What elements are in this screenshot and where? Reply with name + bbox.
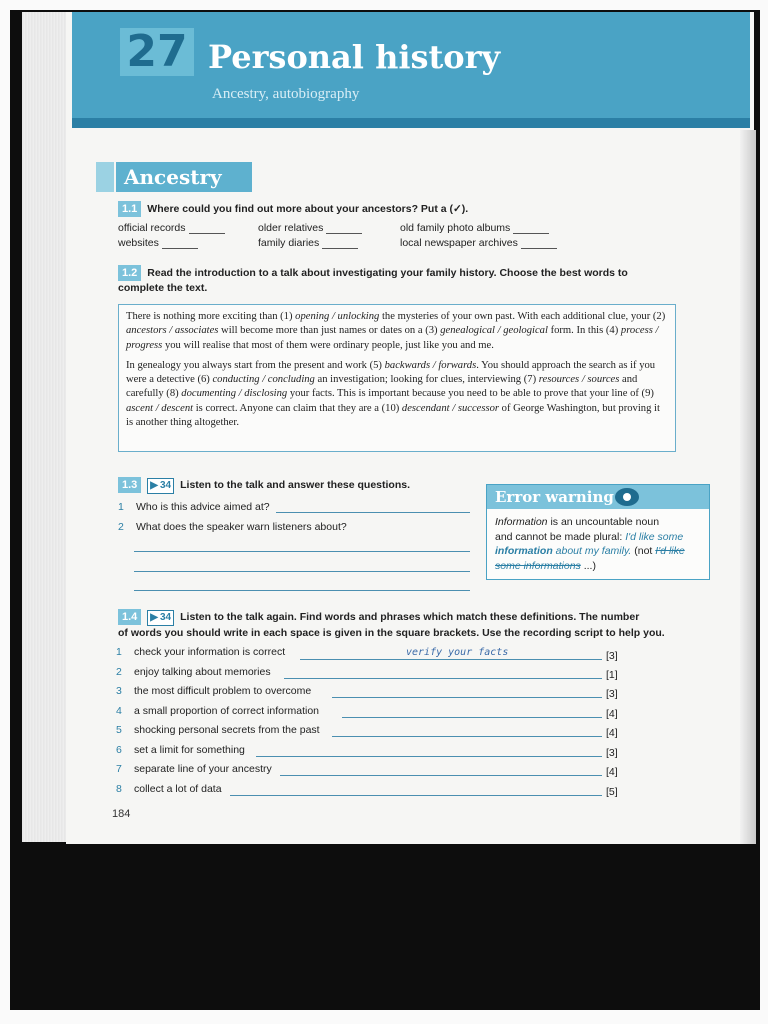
definition-6: 6 set a limit for something xyxy=(116,744,245,756)
question-2: 2 What does the speaker warn listeners about? xyxy=(118,521,347,533)
definition-7: 7 separate line of your ancestry xyxy=(116,763,272,775)
answer-blank[interactable] xyxy=(521,239,557,249)
audio-track-badge[interactable]: ▶ 34 xyxy=(147,610,174,626)
word-count: [4] xyxy=(606,727,618,739)
book-page-edges xyxy=(22,12,72,842)
definition-8: 8 collect a lot of data xyxy=(116,783,222,795)
exercise-number: 1.2 xyxy=(118,265,141,281)
unit-number: 27 xyxy=(120,28,194,76)
answer-line[interactable] xyxy=(342,717,602,718)
scan-border-bottom xyxy=(0,1010,768,1024)
scan-border-top xyxy=(0,0,768,10)
answer-line[interactable] xyxy=(134,590,470,591)
answer-line[interactable] xyxy=(134,551,470,552)
exercise-number: 1.3 xyxy=(118,477,141,493)
word-count: [5] xyxy=(606,786,618,798)
reading-text-box xyxy=(118,304,676,452)
scan-border-right xyxy=(760,0,768,1024)
word-count: [4] xyxy=(606,766,618,778)
unit-header-stripe xyxy=(72,118,750,128)
option-local-newspaper-archives: local newspaper archives xyxy=(400,237,557,249)
exercise-instruction: Listen to the talk and answer these questions. xyxy=(180,479,411,491)
exercise-instruction: Listen to the talk again. Find words and phrases which match these definitions. The number xyxy=(180,611,640,623)
answer-line[interactable] xyxy=(280,775,602,776)
definition-2: 2 enjoy talking about memories xyxy=(116,666,271,678)
answer-line[interactable] xyxy=(284,678,602,679)
exercise-instruction-cont: of words you should write in each space is given in the square brackets. Use the recording script to help you. xyxy=(118,627,665,639)
exercise-number: 1.1 xyxy=(118,201,141,217)
play-icon: ▶ xyxy=(150,480,158,491)
answer-line[interactable] xyxy=(332,736,602,737)
answer-blank[interactable] xyxy=(322,239,358,249)
choice-1[interactable]: opening / unlocking xyxy=(295,311,380,322)
audio-track-badge[interactable]: ▶ 34 xyxy=(147,478,174,494)
option-family-diaries: family diaries xyxy=(258,237,358,249)
section-title: Ancestry xyxy=(116,162,252,192)
answer-blank[interactable] xyxy=(189,224,225,234)
definition-4: 4 a small proportion of correct information xyxy=(116,705,319,717)
word-count: [3] xyxy=(606,747,618,759)
word-count: [3] xyxy=(606,688,618,700)
exercise-instruction: Where could you find out more about your ancestors? Put a (✓). xyxy=(147,203,469,215)
choice-8[interactable]: documenting / disclosing xyxy=(181,388,288,400)
definition-5: 5 shocking personal secrets from the past xyxy=(116,724,320,736)
scan-border-left xyxy=(0,0,10,1024)
choice-3[interactable]: genealogical / geological xyxy=(440,325,548,337)
handwritten-answer: verify your facts xyxy=(406,647,509,658)
choice-2[interactable]: ancestors / associates xyxy=(126,325,219,337)
answer-line[interactable] xyxy=(332,697,602,698)
exercise-1-3-heading xyxy=(118,477,410,494)
section-marker xyxy=(96,162,114,192)
exercise-1-1-heading xyxy=(118,201,468,217)
option-older-relatives: older relatives xyxy=(258,222,362,234)
answer-line[interactable] xyxy=(300,659,602,660)
exercise-instruction: Read the introduction to a talk about investigating your family history. Choose the best words to xyxy=(147,267,628,279)
exercise-1-4-heading xyxy=(118,609,688,640)
word-count: [1] xyxy=(606,669,618,681)
page-number: 184 xyxy=(112,808,131,820)
answer-line[interactable] xyxy=(134,571,470,572)
play-icon: ▶ xyxy=(150,612,158,623)
definition-1: 1 check your information is correct xyxy=(116,646,286,658)
exercise-1-2-heading xyxy=(118,265,678,295)
exercise-number: 1.4 xyxy=(118,609,141,625)
answer-blank[interactable] xyxy=(162,239,198,249)
choice-9[interactable]: ascent / descent xyxy=(126,402,194,414)
option-old-family-photo-albums: old family photo albums xyxy=(400,222,549,234)
word-count: [4] xyxy=(606,708,618,720)
answer-blank[interactable] xyxy=(513,224,549,234)
choice-10[interactable]: descendant / successor xyxy=(401,402,500,414)
exercise-instruction-cont: complete the text. xyxy=(118,282,208,294)
word-count: [3] xyxy=(606,650,618,662)
option-official-records: official records xyxy=(118,222,225,234)
answer-line[interactable] xyxy=(276,512,470,513)
option-websites: websites xyxy=(118,237,198,249)
choice-4[interactable]: process / progress xyxy=(126,325,659,351)
eye-icon xyxy=(615,488,639,506)
choice-5[interactable]: backwards / forwards xyxy=(384,359,477,371)
choice-7[interactable]: resources / sources xyxy=(538,374,620,386)
answer-line[interactable] xyxy=(230,795,602,796)
error-warning-title: Error warning xyxy=(487,485,709,509)
answer-line[interactable] xyxy=(256,756,602,757)
paragraph-1: There is nothing more exciting than (1) opening / unlocking the mysteries of your own past. With each additional clue, your (2) ancestors / associates will become more than just names or dates on a (3) genealogical / geological form. In this (4) process / progress you will realise that most of them were ordinary people, just like you and me. xyxy=(126,311,666,351)
choice-6[interactable]: conducting / concluding xyxy=(212,374,315,386)
paragraph-2: In genealogy you always start from the present and work (5) backwards / forwards. You should approach the search as if you were a detective (6) conducting / concluding an investigation; looking for clues, interviewing (7) resources / sources and carefully (8) documenting / disclosing your facts. This is important because you need to be able to prove that your line of (9) ascent / descent is correct. Anyone can claim that they are a (10) descendant / successor of George Washington, but proving it is another thing altogether. xyxy=(126,359,660,429)
unit-title: Personal history xyxy=(208,38,501,76)
error-warning-box xyxy=(486,484,710,580)
page-gutter-shadow xyxy=(740,130,756,844)
unit-subtitle: Ancestry, autobiography xyxy=(212,86,360,102)
definition-3: 3 the most difficult problem to overcome xyxy=(116,685,312,697)
question-1: 1 Who is this advice aimed at? xyxy=(118,501,270,513)
answer-blank[interactable] xyxy=(326,224,362,234)
error-warning-text: Information is an uncountable noun and cannot be made plural: I'd like some information about my family. (not I'd like some informations ...) xyxy=(495,516,685,572)
